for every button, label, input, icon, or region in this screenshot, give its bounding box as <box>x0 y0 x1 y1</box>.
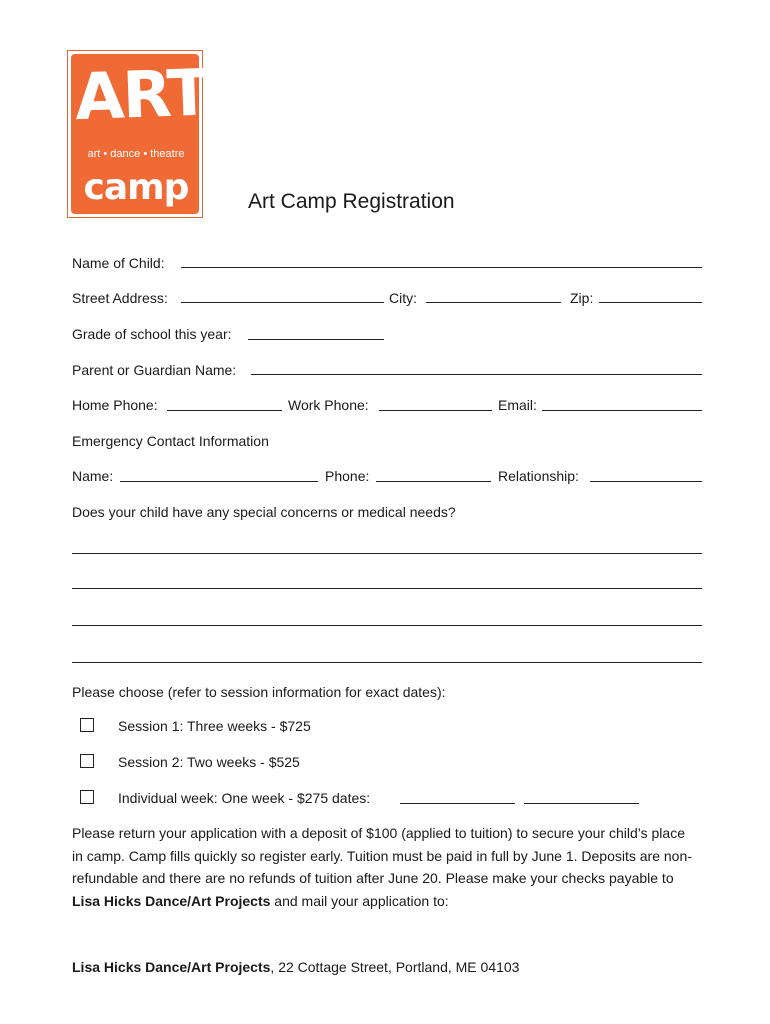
art-camp-logo <box>67 50 210 218</box>
grade-field[interactable] <box>248 339 384 340</box>
emergency-heading: Emergency Contact Information <box>72 433 269 449</box>
page-title: Art Camp Registration <box>248 190 455 213</box>
concerns-line-1[interactable] <box>72 553 702 554</box>
logo-background <box>71 54 210 214</box>
concerns-line-4[interactable] <box>72 662 702 663</box>
logo-camp-text: camp <box>83 167 189 208</box>
session-1-label: Session 1: Three weeks - $725 <box>118 718 311 734</box>
logo-art-text: ART <box>73 56 210 136</box>
session-1-checkbox[interactable] <box>80 718 94 732</box>
child-name-label: Name of Child: <box>72 255 165 271</box>
sessions-heading: Please choose (refer to session information for exact dates): <box>72 684 446 700</box>
email-label: Email: <box>498 397 537 413</box>
zip-field[interactable] <box>599 302 702 303</box>
session-2-checkbox[interactable] <box>80 754 94 768</box>
individual-week-checkbox[interactable] <box>80 790 94 804</box>
ec-name-label: Name: <box>72 468 114 484</box>
ec-relationship-field[interactable] <box>590 481 702 482</box>
individual-week-date-2-field[interactable] <box>524 803 639 804</box>
zip-label: Zip: <box>570 290 594 306</box>
address-name: Lisa Hicks Dance/Art Projects <box>72 959 271 975</box>
home-phone-field[interactable] <box>167 410 282 411</box>
payee-name: Lisa Hicks Dance/Art Projects <box>72 892 271 909</box>
street-label: Street Address: <box>72 290 168 306</box>
individual-week-label: Individual week: One week - $275 dates: <box>118 790 371 806</box>
work-phone-label: Work Phone: <box>288 397 369 413</box>
email-field[interactable] <box>542 410 702 411</box>
child-name-field[interactable] <box>181 267 702 268</box>
instructions-text: Please return your application with a deposit of $100 (applied to tuition) to secure your child’s place in camp. Camp fills quickly so register early. Tuition must be paid in full by June 1. Deposits are non-refundable and there are no refunds of tuition after June 20. Please make your checks payable to <box>72 825 692 886</box>
city-field[interactable] <box>426 302 561 303</box>
concerns-line-3[interactable] <box>72 625 702 626</box>
home-phone-label: Home Phone: <box>72 397 158 413</box>
session-2-label: Session 2: Two weeks - $525 <box>118 754 300 770</box>
ec-phone-label: Phone: <box>325 468 370 484</box>
instructions-text-end: and mail your application to: <box>270 892 449 909</box>
grade-label: Grade of school this year: <box>72 326 232 342</box>
concerns-line-2[interactable] <box>72 588 702 589</box>
ec-name-field[interactable] <box>120 481 318 482</box>
parent-name-field[interactable] <box>251 374 702 375</box>
return-instructions <box>72 822 692 912</box>
work-phone-field[interactable] <box>379 410 492 411</box>
parent-name-label: Parent or Guardian Name: <box>72 362 237 378</box>
mailing-address <box>72 958 519 976</box>
ec-relationship-label: Relationship: <box>498 468 579 484</box>
address-rest: , 22 Cottage Street, Portland, ME 04103 <box>270 959 520 975</box>
logo-tagline: art • dance • theatre <box>87 148 185 160</box>
city-label: City: <box>389 290 417 306</box>
individual-week-date-1-field[interactable] <box>400 803 515 804</box>
street-field[interactable] <box>181 302 384 303</box>
ec-phone-field[interactable] <box>376 481 491 482</box>
concerns-question: Does your child have any special concerns or medical needs? <box>72 504 456 520</box>
